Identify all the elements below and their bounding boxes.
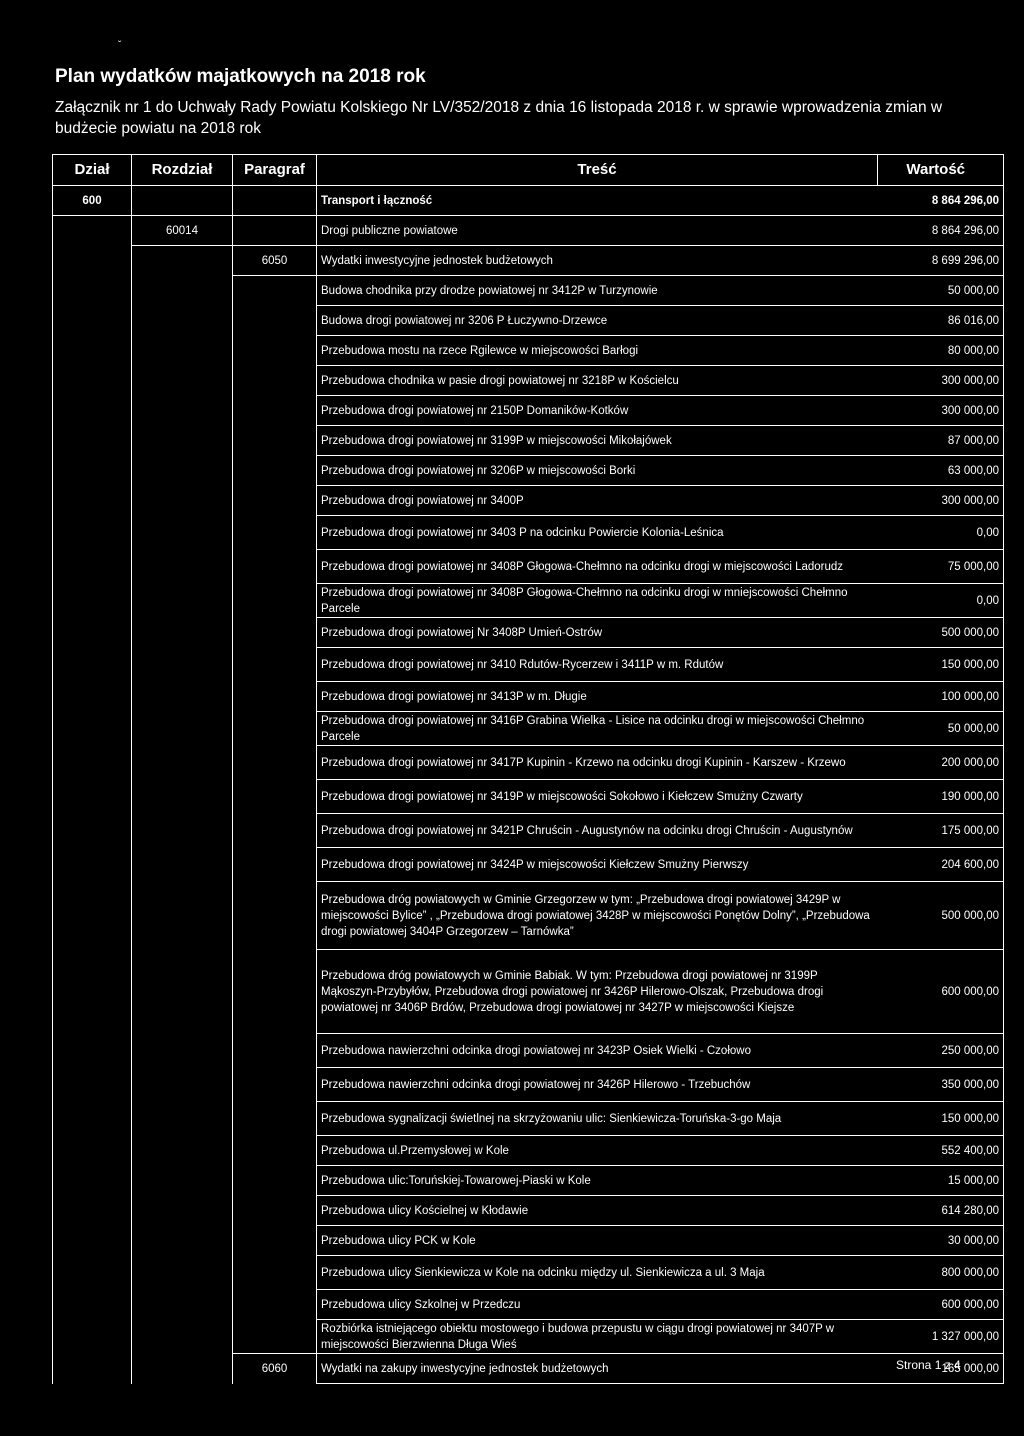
empty-cell	[233, 814, 317, 848]
empty-cell	[53, 1166, 132, 1196]
document-title: Plan wydatków majatkowych na 2018 rok	[55, 66, 426, 87]
empty-cell	[53, 1068, 132, 1102]
header-rozdzial: Rozdział	[132, 155, 233, 186]
empty-cell	[53, 456, 132, 486]
paragraf-6060-name: Wydatki na zakupy inwestycyjne jednostek budżetowych	[317, 1354, 878, 1384]
item-value: 175 000,00	[878, 814, 1004, 848]
dzial-value: 8 864 296,00	[878, 186, 1004, 216]
item-value: 1 327 000,00	[878, 1320, 1004, 1354]
item-description: Przebudowa sygnalizacji świetlnej na skrzyżowaniu ulic: Sienkiewicza-Toruńska-3-go Maja	[317, 1102, 878, 1136]
empty-cell	[132, 618, 233, 648]
header-tresc: Treść	[317, 155, 878, 186]
empty-cell	[233, 306, 317, 336]
empty-cell	[132, 746, 233, 780]
empty-cell	[233, 950, 317, 1034]
item-row	[53, 648, 1004, 682]
empty-cell	[233, 882, 317, 950]
item-row	[53, 584, 1004, 618]
rozdzial-code: 60014	[132, 216, 233, 246]
item-row	[53, 618, 1004, 648]
item-description: Przebudowa chodnika w pasie drogi powiatowej nr 3218P w Kościelcu	[317, 366, 878, 396]
empty-cell	[233, 1034, 317, 1068]
dzial-code: 600	[53, 186, 132, 216]
empty-cell	[53, 366, 132, 396]
item-value: 800 000,00	[878, 1256, 1004, 1290]
item-row	[53, 882, 1004, 950]
empty-cell	[233, 1166, 317, 1196]
empty-cell	[233, 1102, 317, 1136]
item-row	[53, 1068, 1004, 1102]
item-description: Przebudowa drogi powiatowej nr 3421P Chruścin - Augustynów na odcinku drogi Chruścin - Augustynów	[317, 814, 878, 848]
item-description: Przebudowa dróg powiatowych w Gminie Grzegorzew w tym: „Przebudowa drogi powiatowej 3429P w miejscowości Bylice” , „Przebudowa drogi powiatowej 3428P w miejscowości Ponętów Dolny”, „Przebudowa drogi powiatowej 3404P Grzegorzew – Tarnówka”	[317, 882, 878, 950]
paragraf-6050-code: 6050	[233, 246, 317, 276]
item-value: 300 000,00	[878, 366, 1004, 396]
item-value: 600 000,00	[878, 950, 1004, 1034]
empty-cell	[53, 848, 132, 882]
empty-cell	[233, 486, 317, 516]
item-description: Przebudowa drogi powiatowej nr 3417P Kupinin - Krzewo na odcinku drogi Kupinin - Karszew - Krzewo	[317, 746, 878, 780]
empty-cell	[132, 186, 233, 216]
rozdzial-name: Drogi publiczne powiatowe	[317, 216, 878, 246]
item-row	[53, 1102, 1004, 1136]
item-row	[53, 486, 1004, 516]
item-description: Przebudowa ulicy Kościelnej w Kłodawie	[317, 1196, 878, 1226]
item-value: 15 000,00	[878, 1166, 1004, 1196]
item-row	[53, 848, 1004, 882]
empty-cell	[233, 848, 317, 882]
item-value: 350 000,00	[878, 1068, 1004, 1102]
document-subtitle: Załącznik nr 1 do Uchwały Rady Powiatu Kolskiego Nr LV/352/2018 z dnia 16 listopada 2018 r. w sprawie wprowadzenia zmian w budżecie powiatu na 2018 rok	[55, 99, 943, 137]
item-row	[53, 1034, 1004, 1068]
empty-cell	[53, 682, 132, 712]
item-value: 150 000,00	[878, 648, 1004, 682]
item-value: 250 000,00	[878, 1034, 1004, 1068]
item-description: Przebudowa drogi powiatowej nr 3416P Grabina Wielka - Lisice na odcinku drogi w miejscowości Chełmno Parcele	[317, 712, 878, 746]
item-row	[53, 1256, 1004, 1290]
item-description: Przebudowa drogi powiatowej nr 3413P w m. Długie	[317, 682, 878, 712]
item-value: 0,00	[878, 516, 1004, 550]
empty-cell	[53, 516, 132, 550]
item-value: 100 000,00	[878, 682, 1004, 712]
paragraf-6060-value: 165 000,00	[878, 1354, 1004, 1384]
empty-cell	[132, 1034, 233, 1068]
item-value: 600 000,00	[878, 1290, 1004, 1320]
item-description: Przebudowa drogi powiatowej nr 3403 P na odcinku Powiercie Kolonia-Leśnica	[317, 516, 878, 550]
item-value: 552 400,00	[878, 1136, 1004, 1166]
empty-cell	[233, 584, 317, 618]
paragraf-6060-row	[53, 1354, 1004, 1384]
empty-cell	[233, 186, 317, 216]
empty-cell	[233, 1226, 317, 1256]
item-description: Przebudowa drogi powiatowej Nr 3408P Umień-Ostrów	[317, 618, 878, 648]
item-description: Przebudowa ulicy Sienkiewicza w Kole na odcinku między ul. Sienkiewicza a ul. 3 Maja	[317, 1256, 878, 1290]
item-row	[53, 1166, 1004, 1196]
item-description: Przebudowa ulicy PCK w Kole	[317, 1226, 878, 1256]
empty-cell	[132, 1226, 233, 1256]
item-value: 500 000,00	[878, 618, 1004, 648]
item-description: Przebudowa drogi powiatowej nr 3419P w miejscowości Sokołowo i Kiełczew Smużny Czwarty	[317, 780, 878, 814]
empty-cell	[132, 396, 233, 426]
item-description: Przebudowa nawierzchni odcinka drogi powiatowej nr 3423P Osiek Wielki - Czołowo	[317, 1034, 878, 1068]
empty-cell	[53, 486, 132, 516]
empty-cell	[233, 336, 317, 366]
item-value: 86 016,00	[878, 306, 1004, 336]
empty-cell	[53, 584, 132, 618]
empty-cell	[132, 246, 233, 276]
empty-cell	[132, 584, 233, 618]
empty-cell	[53, 746, 132, 780]
item-description: Przebudowa drogi powiatowej nr 3408P Głogowa-Chełmno na odcinku drogi w mniejscowości Chełmno Parcele	[317, 584, 878, 618]
empty-cell	[233, 712, 317, 746]
item-description: Budowa chodnika przy drodze powiatowej nr 3412P w Turzynowie	[317, 276, 878, 306]
item-description: Przebudowa drogi powiatowej nr 3408P Głogowa-Chełmno na odcinku drogi w miejscowości Ladorudz	[317, 550, 878, 584]
empty-cell	[233, 396, 317, 426]
empty-cell	[53, 396, 132, 426]
empty-cell	[233, 780, 317, 814]
rozdzial-value: 8 864 296,00	[878, 216, 1004, 246]
empty-cell	[233, 456, 317, 486]
empty-cell	[53, 882, 132, 950]
empty-cell	[132, 950, 233, 1034]
empty-cell	[132, 780, 233, 814]
empty-cell	[53, 814, 132, 848]
empty-cell	[53, 1354, 132, 1384]
empty-cell	[233, 216, 317, 246]
item-description: Rozbiórka istniejącego obiektu mostowego i budowa przepustu w ciągu drogi powiatowej nr 3407P w miejscowości Bierzwienna Długa Wieś	[317, 1320, 878, 1354]
item-value: 190 000,00	[878, 780, 1004, 814]
item-description: Przebudowa drogi powiatowej nr 3424P w miejscowości Kiełczew Smużny Pierwszy	[317, 848, 878, 882]
item-row	[53, 456, 1004, 486]
empty-cell	[53, 1290, 132, 1320]
table-body	[53, 186, 1004, 1384]
empty-cell	[53, 1136, 132, 1166]
rozdzial-row	[53, 216, 1004, 246]
item-description: Przebudowa drogi powiatowej nr 3400P	[317, 486, 878, 516]
empty-cell	[53, 1320, 132, 1354]
empty-cell	[132, 648, 233, 682]
empty-cell	[132, 426, 233, 456]
empty-cell	[233, 682, 317, 712]
item-value: 500 000,00	[878, 882, 1004, 950]
item-row	[53, 682, 1004, 712]
empty-cell	[53, 216, 132, 246]
expense-plan-table	[52, 154, 1004, 1384]
empty-cell	[233, 276, 317, 306]
empty-cell	[132, 1196, 233, 1226]
empty-cell	[132, 336, 233, 366]
empty-cell	[132, 456, 233, 486]
item-description: Przebudowa dróg powiatowych w Gminie Babiak. W tym: Przebudowa drogi powiatowej nr 3199P Mąkoszyn-Przybyłów, Przebudowa drogi powiatowej nr 3426P Hilerowo-Olszak, Przebudowa drogi powiatowej nr 3406P Brdów, Przebudowa drogi powiatowej nr 3427P w miejscowości Kiejsze	[317, 950, 878, 1034]
empty-cell	[233, 618, 317, 648]
item-row	[53, 1136, 1004, 1166]
item-row	[53, 1290, 1004, 1320]
paragraf-6060-code: 6060	[233, 1354, 317, 1384]
item-value: 300 000,00	[878, 396, 1004, 426]
empty-cell	[53, 1196, 132, 1226]
item-row	[53, 426, 1004, 456]
item-value: 200 000,00	[878, 746, 1004, 780]
item-value: 300 000,00	[878, 486, 1004, 516]
empty-cell	[53, 336, 132, 366]
page-number: Strona 1 z 4	[896, 1358, 961, 1372]
item-description: Przebudowa nawierzchni odcinka drogi powiatowej nr 3426P Hilerowo - Trzebuchów	[317, 1068, 878, 1102]
empty-cell	[132, 1290, 233, 1320]
empty-cell	[132, 1102, 233, 1136]
empty-cell	[53, 950, 132, 1034]
empty-cell	[53, 276, 132, 306]
corner-mark: ˇ	[118, 40, 122, 51]
empty-cell	[132, 1068, 233, 1102]
item-row	[53, 814, 1004, 848]
header-wartosc: Wartość	[878, 155, 1004, 186]
item-value: 204 600,00	[878, 848, 1004, 882]
empty-cell	[53, 1034, 132, 1068]
empty-cell	[132, 1166, 233, 1196]
empty-cell	[132, 486, 233, 516]
empty-cell	[53, 550, 132, 584]
item-description: Przebudowa drogi powiatowej nr 3199P w miejscowości Mikołajówek	[317, 426, 878, 456]
item-row	[53, 396, 1004, 426]
item-row	[53, 1320, 1004, 1354]
item-description: Budowa drogi powiatowej nr 3206 P Łuczywno-Drzewce	[317, 306, 878, 336]
item-value: 80 000,00	[878, 336, 1004, 366]
item-row	[53, 746, 1004, 780]
empty-cell	[233, 1290, 317, 1320]
empty-cell	[233, 1196, 317, 1226]
empty-cell	[132, 1256, 233, 1290]
empty-cell	[233, 1068, 317, 1102]
item-row	[53, 366, 1004, 396]
item-row	[53, 780, 1004, 814]
item-value: 63 000,00	[878, 456, 1004, 486]
item-row	[53, 712, 1004, 746]
item-description: Przebudowa ulic:Toruńskiej-Towarowej-Piaski w Kole	[317, 1166, 878, 1196]
empty-cell	[233, 746, 317, 780]
empty-cell	[132, 550, 233, 584]
empty-cell	[233, 550, 317, 584]
item-description: Przebudowa drogi powiatowej nr 2150P Domaników-Kotków	[317, 396, 878, 426]
dzial-row	[53, 186, 1004, 216]
paragraf-6050-value: 8 699 296,00	[878, 246, 1004, 276]
empty-cell	[132, 882, 233, 950]
item-description: Przebudowa ul.Przemysłowej w Kole	[317, 1136, 878, 1166]
empty-cell	[233, 648, 317, 682]
item-row	[53, 516, 1004, 550]
table-header-row	[53, 155, 1004, 186]
item-value: 75 000,00	[878, 550, 1004, 584]
empty-cell	[233, 1136, 317, 1166]
empty-cell	[132, 306, 233, 336]
empty-cell	[132, 1354, 233, 1384]
dzial-name: Transport i łączność	[317, 186, 878, 216]
item-value: 150 000,00	[878, 1102, 1004, 1136]
paragraf-6050-name: Wydatki inwestycyjne jednostek budżetowych	[317, 246, 878, 276]
item-row	[53, 276, 1004, 306]
empty-cell	[132, 366, 233, 396]
empty-cell	[233, 1256, 317, 1290]
item-value: 30 000,00	[878, 1226, 1004, 1256]
item-value: 87 000,00	[878, 426, 1004, 456]
empty-cell	[132, 1136, 233, 1166]
item-row	[53, 336, 1004, 366]
empty-cell	[53, 246, 132, 276]
empty-cell	[233, 516, 317, 550]
item-row	[53, 1196, 1004, 1226]
empty-cell	[233, 426, 317, 456]
empty-cell	[53, 1102, 132, 1136]
item-value: 50 000,00	[878, 276, 1004, 306]
item-description: Przebudowa mostu na rzece Rgilewce w miejscowości Barłogi	[317, 336, 878, 366]
item-value: 614 280,00	[878, 1196, 1004, 1226]
empty-cell	[53, 712, 132, 746]
empty-cell	[53, 780, 132, 814]
paragraf-6050-row	[53, 246, 1004, 276]
item-row	[53, 950, 1004, 1034]
item-description: Przebudowa drogi powiatowej nr 3206P w miejscowości Borki	[317, 456, 878, 486]
empty-cell	[132, 516, 233, 550]
empty-cell	[53, 1256, 132, 1290]
empty-cell	[132, 276, 233, 306]
empty-cell	[132, 848, 233, 882]
empty-cell	[132, 682, 233, 712]
empty-cell	[233, 1320, 317, 1354]
empty-cell	[132, 814, 233, 848]
item-value: 0,00	[878, 584, 1004, 618]
item-value: 50 000,00	[878, 712, 1004, 746]
item-description: Przebudowa drogi powiatowej nr 3410 Rdutów-Rycerzew i 3411P w m. Rdutów	[317, 648, 878, 682]
empty-cell	[132, 1320, 233, 1354]
empty-cell	[53, 618, 132, 648]
item-row	[53, 306, 1004, 336]
item-row	[53, 550, 1004, 584]
empty-cell	[132, 712, 233, 746]
empty-cell	[53, 426, 132, 456]
empty-cell	[53, 306, 132, 336]
empty-cell	[233, 366, 317, 396]
empty-cell	[53, 1226, 132, 1256]
item-description: Przebudowa ulicy Szkolnej w Przedczu	[317, 1290, 878, 1320]
header-dzial: Dział	[53, 155, 132, 186]
empty-cell	[53, 648, 132, 682]
item-row	[53, 1226, 1004, 1256]
header-paragraf: Paragraf	[233, 155, 317, 186]
